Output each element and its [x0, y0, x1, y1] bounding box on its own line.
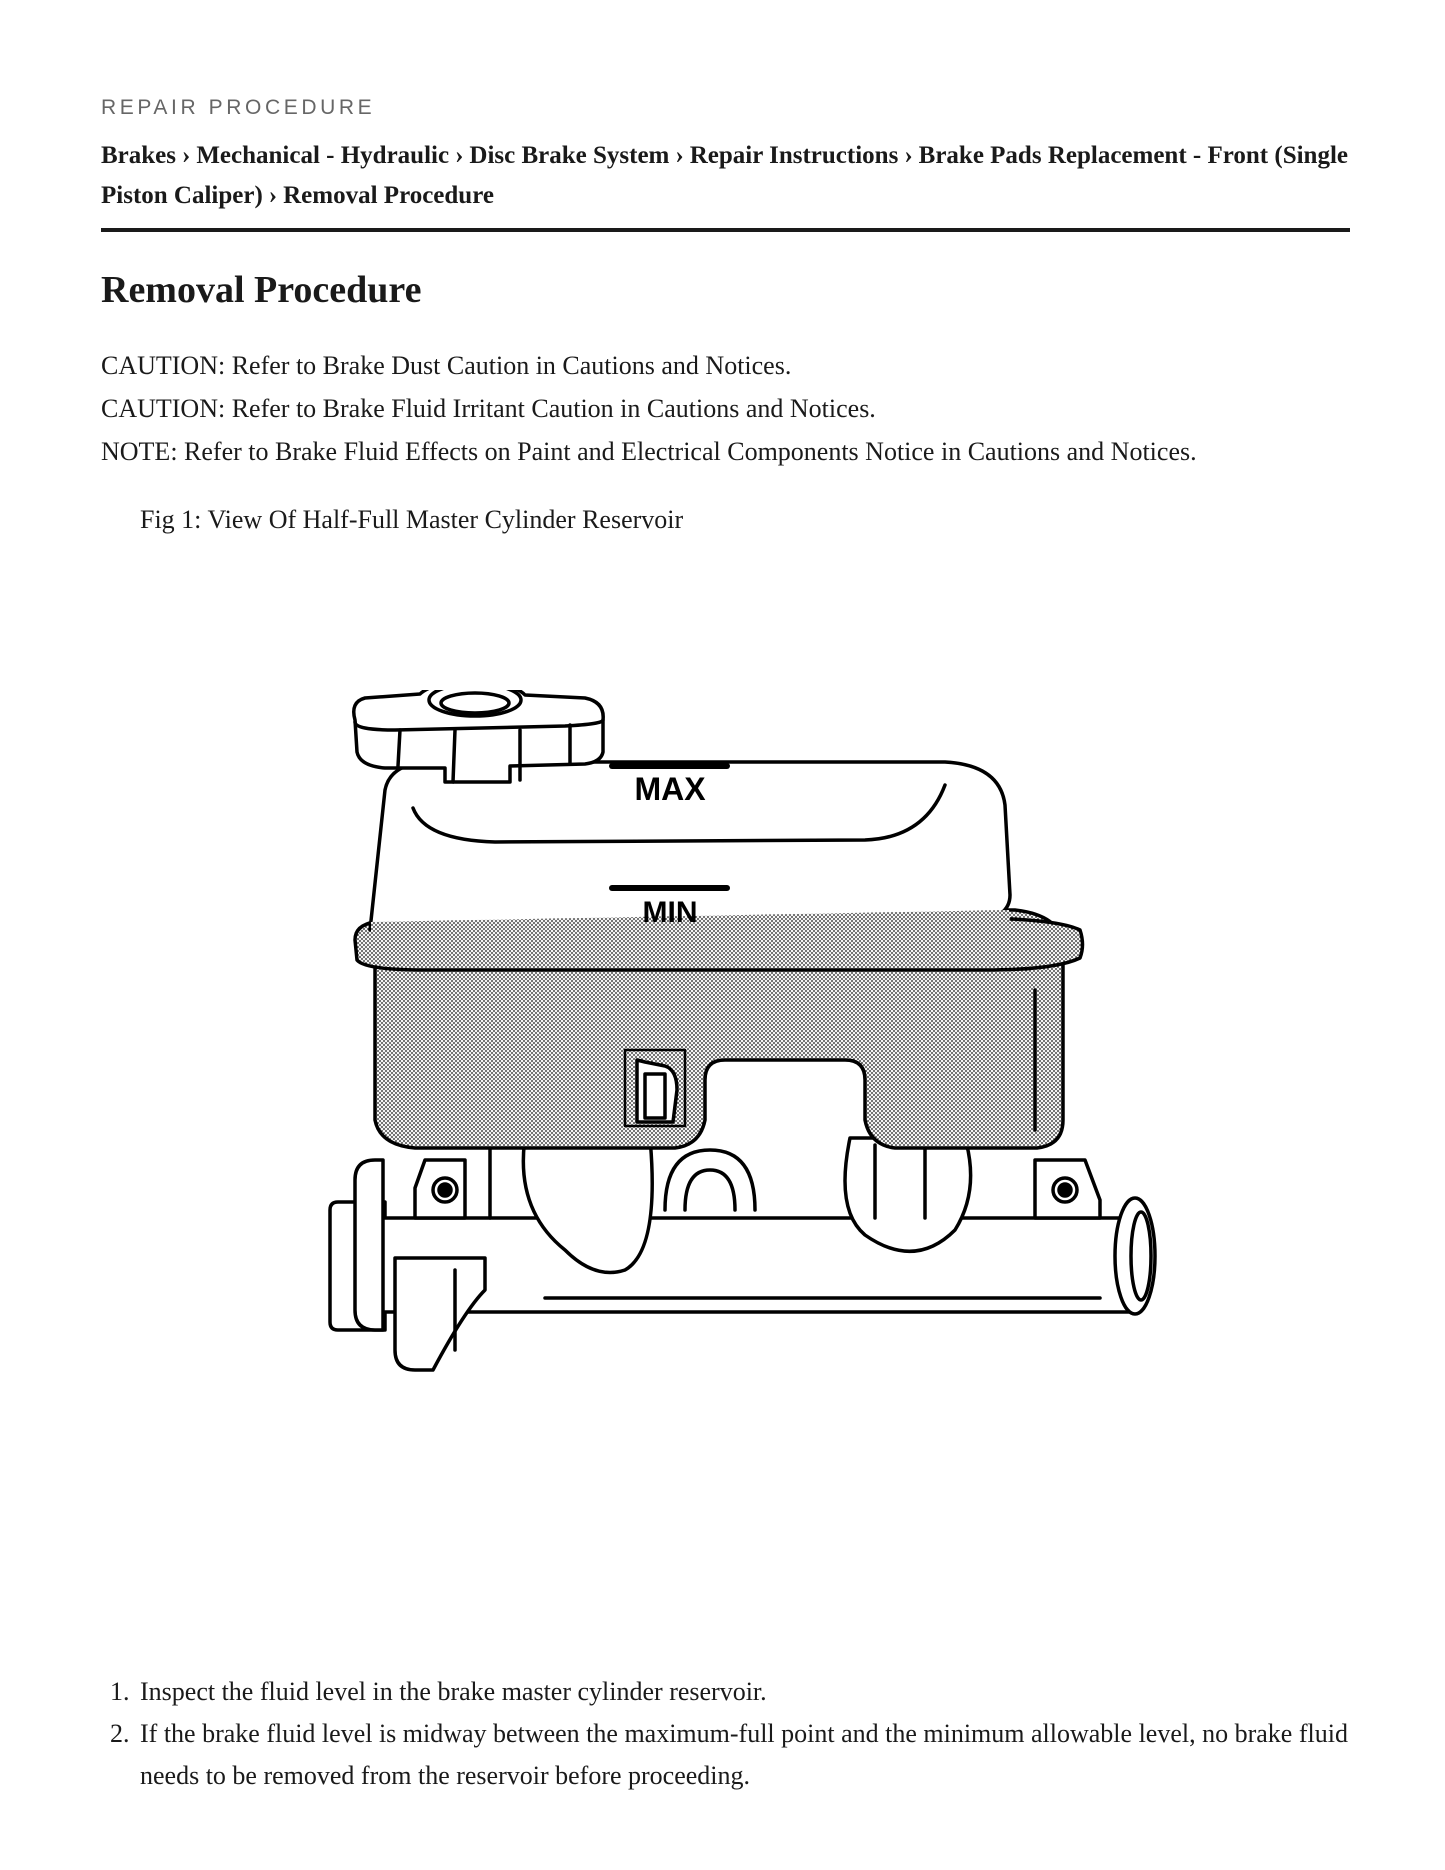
breadcrumb-item-disc-brake-system[interactable]: Disc Brake System — [469, 142, 670, 169]
step-text: If the brake fluid level is midway between the maximum-full point and the minimum allowable level, no brake fluid needs to be removed from the reservoir before proceeding. — [140, 1719, 1348, 1790]
breadcrumb-separator: › — [182, 142, 191, 169]
note-brake-fluid-effects: NOTE: Refer to Brake Fluid Effects on Paint and Electrical Components Notice in Cautions and Notices. — [101, 437, 1197, 466]
step-number: 2. — [110, 1719, 130, 1748]
breadcrumb-separator: › — [904, 142, 913, 169]
breadcrumb-item-brake-pads-replacement[interactable]: Brake Pads Replacement - Front (Single Piston Caliper) — [101, 142, 1348, 209]
breadcrumb-item-mechanical-hydraulic[interactable]: Mechanical - Hydraulic — [196, 142, 450, 169]
breadcrumb-item-repair-instructions[interactable]: Repair Instructions — [689, 142, 899, 169]
caution-brake-dust: CAUTION: Refer to Brake Dust Caution in Cautions and Notices. — [101, 351, 792, 380]
list-item — [101, 1713, 1361, 1797]
master-cylinder-figure — [265, 690, 1195, 1540]
figure-caption: Fig 1: View Of Half-Full Master Cylinder Reservoir — [140, 505, 684, 534]
max-level-label: MAX — [634, 771, 706, 807]
breadcrumb-separator: › — [455, 142, 464, 169]
procedure-steps — [101, 1671, 1361, 1797]
step-number: 1. — [110, 1677, 130, 1706]
notice-list — [101, 344, 1361, 473]
caution-brake-fluid-irritant: CAUTION: Refer to Brake Fluid Irritant Caution in Cautions and Notices. — [101, 394, 876, 423]
breadcrumb-item-removal-procedure[interactable]: Removal Procedure — [283, 182, 494, 209]
breadcrumb-separator: › — [268, 182, 278, 209]
breadcrumb-separator: › — [675, 142, 684, 169]
breadcrumb-item-brakes[interactable]: Brakes — [101, 142, 176, 169]
header-divider — [101, 228, 1350, 232]
page-title: Removal Procedure — [101, 269, 422, 311]
step-text: Inspect the fluid level in the brake master cylinder reservoir. — [140, 1677, 767, 1706]
section-eyebrow: REPAIR PROCEDURE — [101, 96, 376, 119]
list-item — [101, 1671, 1361, 1713]
breadcrumb — [101, 136, 1351, 216]
min-level-label: MIN — [642, 896, 698, 929]
master-cylinder-illustration — [265, 690, 1195, 1540]
